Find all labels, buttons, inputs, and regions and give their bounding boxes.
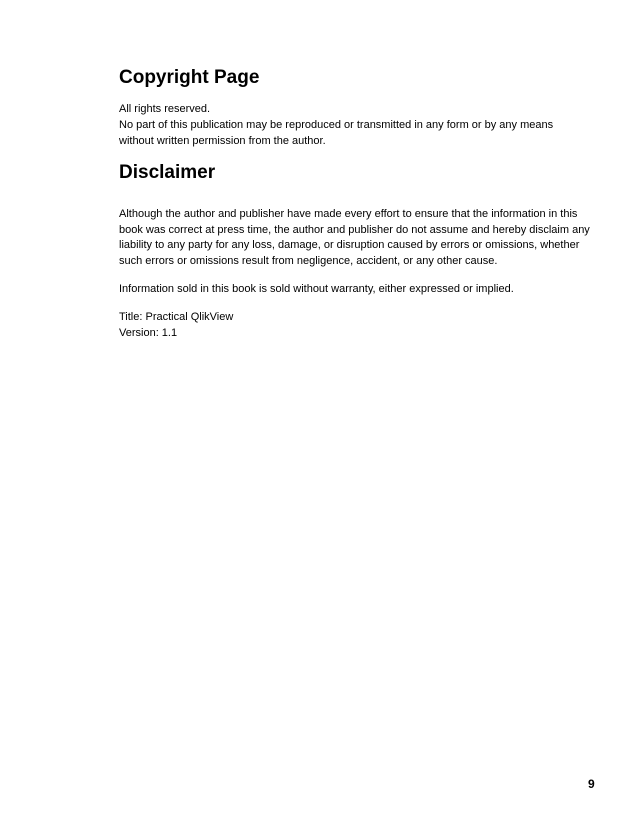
copyright-line-3: without written permission from the author.	[119, 135, 326, 147]
disclaimer-heading: Disclaimer	[119, 162, 216, 183]
warranty-statement: Information sold in this book is sold without warranty, either expressed or implied.	[119, 283, 514, 295]
copyright-line-1: All rights reserved.	[119, 103, 211, 115]
disclaimer-line-1: Although the author and publisher have made every effort to ensure that the information in this	[119, 208, 578, 220]
copyright-line-2: No part of this publication may be reproduced or transmitted in any form or by any means	[119, 119, 554, 131]
disclaimer-line-4: such errors or omissions result from negligence, accident, or any other cause.	[119, 255, 498, 267]
book-title: Title: Practical QlikView	[119, 311, 234, 323]
book-version: Version: 1.1	[119, 327, 178, 339]
disclaimer-line-2: book was correct at press time, the author and publisher do not assume and hereby disclaim any	[119, 224, 590, 236]
copyright-heading: Copyright Page	[119, 67, 260, 88]
disclaimer-line-3: liability to any party for any loss, damage, or disruption caused by errors or omissions, whether	[119, 239, 580, 251]
page-number: 9	[588, 777, 595, 791]
